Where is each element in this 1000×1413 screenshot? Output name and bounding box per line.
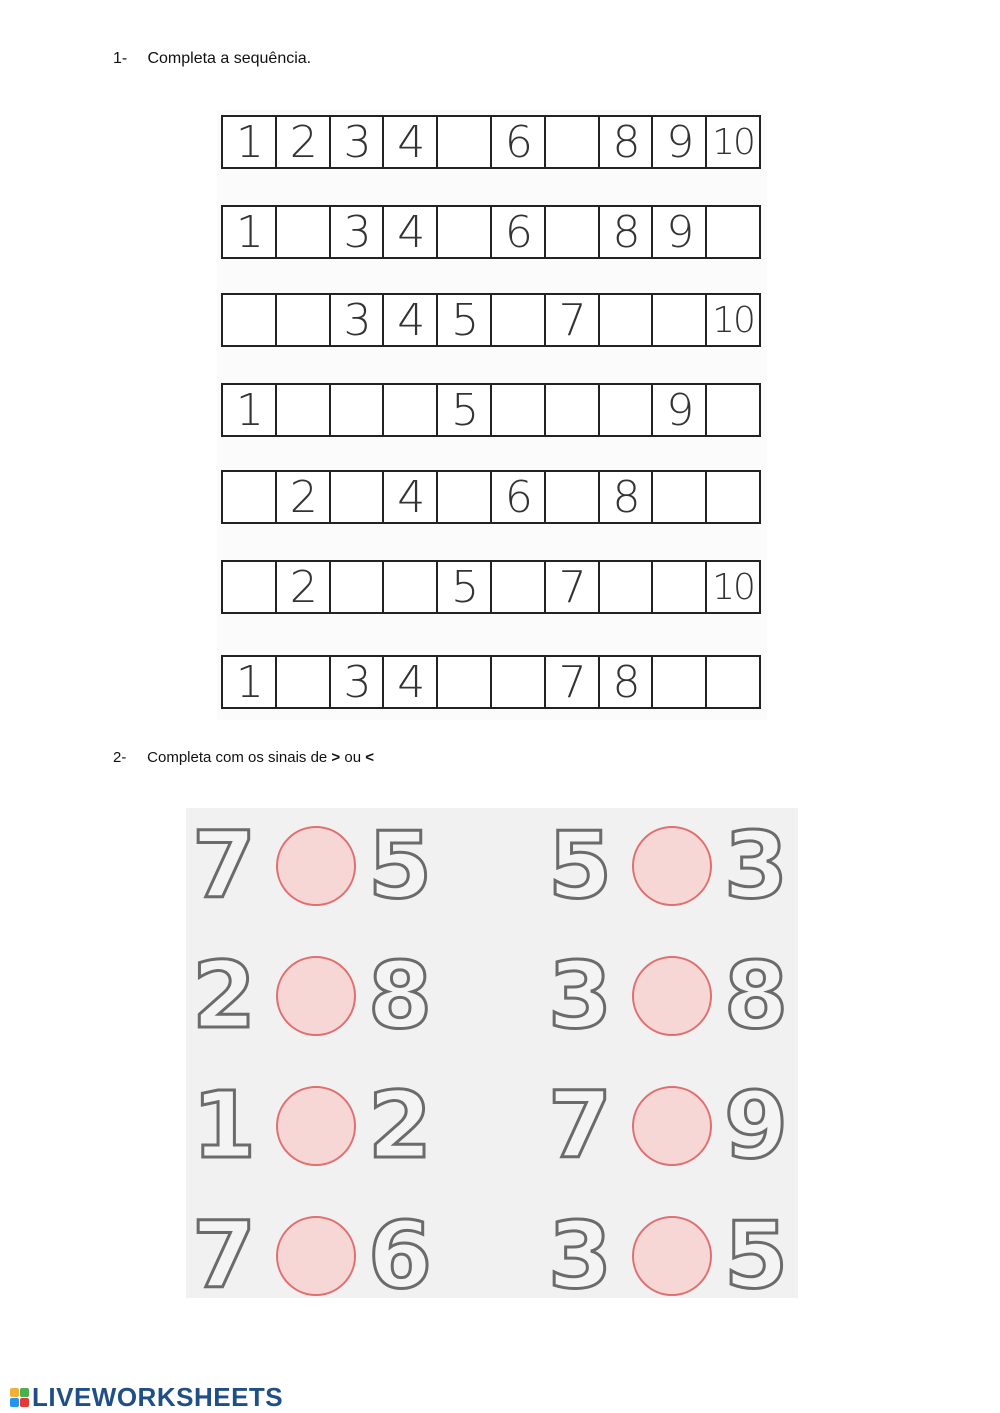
less-sign: < [365,749,374,766]
sequence-row [221,205,761,259]
sequence-blank-cell[interactable] [490,657,544,707]
sequence-blank-cell[interactable] [275,657,329,707]
sequence-blank-cell[interactable] [275,207,329,257]
sequence-cell: 9 [651,117,705,167]
sequence-cell: 4 [382,295,436,345]
sequence-row [221,293,761,347]
left-number: 5 [548,812,613,919]
sign-answer-circle[interactable] [632,1086,712,1166]
right-number: 8 [368,942,433,1049]
sequence-blank-cell[interactable] [275,385,329,435]
sequence-cell: 1 [235,656,262,708]
left-number: 7 [548,1072,613,1179]
sequence-cell: 10 [705,117,759,167]
logo-blocks-icon [10,1388,30,1408]
right-number: 9 [724,1072,789,1179]
right-number: 5 [724,1202,789,1309]
sequence-blank-cell[interactable] [436,472,490,522]
sequence-cell: 10 [705,562,759,612]
greater-sign: > [331,749,341,766]
sequence-cell: 1 [235,384,262,436]
sequence-blank-cell[interactable] [329,385,383,435]
sequence-cell: 7 [544,562,598,612]
sequence-cell: 3 [329,295,383,345]
sequence-blank-cell[interactable] [651,295,705,345]
sign-answer-circle[interactable] [276,1216,356,1296]
sign-answer-circle[interactable] [632,1216,712,1296]
left-number: 3 [548,942,613,1049]
sequence-blank-cell[interactable] [275,295,329,345]
sequence-row [221,560,761,614]
sequence-blank-cell[interactable] [544,385,598,435]
sequence-blank-cell[interactable] [223,472,275,522]
sequence-cell: 1 [235,206,262,258]
exercise1-instruction [113,50,311,68]
comparison-panel [186,808,798,1309]
sequence-blank-cell[interactable] [223,295,275,345]
exercise2-number: 2- [113,749,127,766]
exercise2-instruction [113,749,374,766]
sequence-blank-cell[interactable] [651,562,705,612]
sign-answer-circle[interactable] [276,826,356,906]
sequence-cell: 1 [235,116,262,168]
sequence-cell: 6 [490,117,544,167]
sign-answer-circle[interactable] [276,956,356,1036]
sequence-blank-cell[interactable] [544,207,598,257]
sequence-blank-cell[interactable] [705,472,759,522]
right-number: 5 [368,812,433,919]
sequence-blank-cell[interactable] [436,657,490,707]
sequence-cell: 3 [329,657,383,707]
sequence-cell: 7 [544,657,598,707]
sequence-row [221,115,761,169]
exercise2-text-prefix: Completa com os sinais de [147,749,332,766]
sequence-cell: 2 [275,562,329,612]
comparison-item [192,942,433,1049]
exercise1-text: Completa a sequência. [147,50,312,67]
left-number: 7 [192,812,257,919]
sequence-blank-cell[interactable] [544,472,598,522]
sequence-blank-cell[interactable] [223,562,275,612]
sequence-cell: 6 [490,207,544,257]
sequence-cell: 9 [651,207,705,257]
sequence-cell: 3 [329,117,383,167]
sequence-blank-cell[interactable] [490,562,544,612]
sequence-cell: 8 [598,207,652,257]
exercise2-text-mid: ou [340,749,366,766]
liveworksheets-logo [10,1382,283,1413]
sequence-cell: 2 [275,117,329,167]
right-number: 2 [368,1072,433,1179]
comparison-item [548,812,789,919]
sequence-blank-cell[interactable] [651,657,705,707]
sequence-cell: 2 [275,472,329,522]
comparison-item [192,1072,433,1179]
sequence-cell: 3 [329,207,383,257]
sequence-row [221,655,761,709]
comparison-item [548,1202,789,1309]
sequence-blank-cell[interactable] [651,472,705,522]
sequence-blank-cell[interactable] [544,117,598,167]
sequence-cell: 5 [436,295,490,345]
sequence-blank-cell[interactable] [436,117,490,167]
logo-text: LIVEWORKSHEETS [32,1382,284,1412]
sign-answer-circle[interactable] [276,1086,356,1166]
right-number: 3 [724,812,789,919]
sequence-cell: 9 [651,385,705,435]
comparison-item [192,812,433,919]
sign-answer-circle[interactable] [632,826,712,906]
sequence-row [221,383,761,437]
sign-answer-circle[interactable] [632,956,712,1036]
sequence-cell: 4 [382,117,436,167]
comparison-item [548,942,789,1049]
sequence-blank-cell[interactable] [705,207,759,257]
sequence-blank-cell[interactable] [598,562,652,612]
sequence-blank-cell[interactable] [329,562,383,612]
sequence-blank-cell[interactable] [382,562,436,612]
right-number: 6 [368,1202,433,1309]
sequence-cell: 8 [598,117,652,167]
sequence-cell: 4 [382,207,436,257]
sequence-blank-cell[interactable] [436,207,490,257]
sequence-blank-cell[interactable] [490,385,544,435]
sequence-blank-cell[interactable] [598,295,652,345]
comparison-item [548,1072,789,1179]
sequence-cell: 5 [436,385,490,435]
sequence-grid [217,110,767,720]
sequence-cell: 8 [598,657,652,707]
left-number: 2 [192,942,257,1049]
comparison-item [192,1202,433,1309]
sequence-blank-cell[interactable] [705,657,759,707]
left-number: 7 [192,1202,257,1309]
right-number: 8 [724,942,789,1049]
exercise1-number: 1- [113,50,128,67]
sequence-blank-cell[interactable] [329,472,383,522]
left-number: 3 [548,1202,613,1309]
sequence-blank-cell[interactable] [382,385,436,435]
left-number: 1 [192,1072,257,1179]
sequence-cell: 4 [382,472,436,522]
sequence-cell: 10 [705,295,759,345]
sequence-row [221,470,761,524]
sequence-blank-cell[interactable] [598,385,652,435]
sequence-cell: 4 [382,657,436,707]
sequence-cell: 7 [544,295,598,345]
sequence-blank-cell[interactable] [705,385,759,435]
sequence-blank-cell[interactable] [490,295,544,345]
sequence-cell: 5 [436,562,490,612]
sequence-cell: 6 [490,472,544,522]
sequence-cell: 8 [598,472,652,522]
